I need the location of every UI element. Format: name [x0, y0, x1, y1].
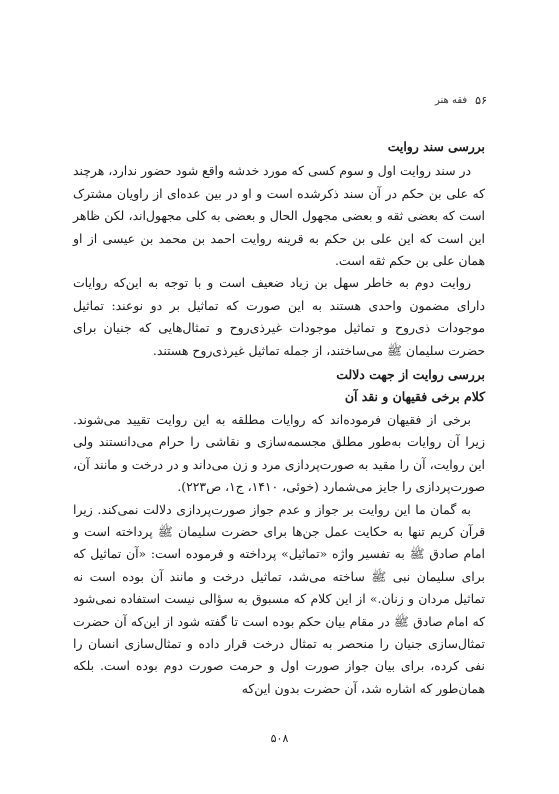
paragraph-3: برخی از فقیهان فرموده‌اند که روایات مطلقه به این روایت تقیید می‌شوند. زیرا آن روایات به‌طور مطلق مجسمه‌سازی و نقاشی را حرام می‌دانستند ولی این روایت، آن را مقید به صورت‌پردازی مرد و زن می‌داند و در درخت و مانند آن، صورت‌پردازی را جایز می‌شمارد (خوئی، ۱۴۱۰، ج۱، ص۲۲۳). [73, 411, 485, 495]
paragraph-1: در سند روایت اول و سوم کسی که مورد خدشه واقع شود حضور ندارد، هرچند که علی بن حکم در آن سند ذکرشده است و او در بین عده‌ای از راویان مشترک است که بعضی ثقه و بعضی مجهول الحال و بعضی به کلی مجهول‌اند، لکن ظاهر این است که این علی بن حکم به قرینه روایت احمد بن محمد بن عیسی از او همان علی بن حکم ثقه است. [73, 163, 485, 269]
page-number: ۵۰۸ [270, 732, 289, 745]
section-heading-dalalat: بررسی روایت از جهت دلالت [336, 367, 485, 383]
paragraph-2: روایت دوم به خاطر سهل بن زیاد ضعیف است و با توجه به این‌که روایات دارای مضمون واحدی هستند به این صورت که تماثیل بر دو نوعند: تماثیل موجودات ذی‌روح و تماثیل موجودات غیرذی‌روح و تمثال‌هایی که جنیان برای حضرت سلیمان ﷺ می‌ساختند، از جمله تماثیل غیرذی‌روح هستند. [73, 275, 485, 358]
paragraph-4: به گمان ما این روایت بر جواز و عدم جواز صورت‌پردازی دلالت نمی‌کند. زیرا قرآن کریم تنها به حکایت عمل جن‌ها برای حضرت سلیمان ﷺ پرداخته است و امام صادق ﷺ به تفسیر واژه «تماثیل» پرداخته و فرموده است: «آن تماثیل که برای سلیمان نبی ﷺ ساخته می‌شد، تماثیل درخت و مانند آن بوده است نه تماثیل مردان و زنان.» از این کلام که مسبوق به سؤالی نیست استفاده نمی‌شود که امام صادق ﷺ در مقام بیان حکم بوده است تا گفته شود از این‌که آن حضرت تمثال‌سازی جنیان را منحصر به تمثال درخت قرار داده و تمثال‌سازی انسان را نفی کرده، برای بیان جواز صورت اول و حرمت صورت دوم بوده است. بلکه همان‌طور که اشاره شد، آن حضرت بدون این‌که [73, 501, 485, 696]
page-body [73, 136, 485, 700]
header-mark: ۵۶ [475, 93, 487, 107]
section-heading-sanad: بررسی سند روایت [387, 139, 485, 154]
running-header [72, 92, 487, 108]
running-header-title: فقه هنر [434, 94, 468, 106]
subsection-heading: کلام برخی فقیهان و نقد آن [344, 389, 485, 405]
